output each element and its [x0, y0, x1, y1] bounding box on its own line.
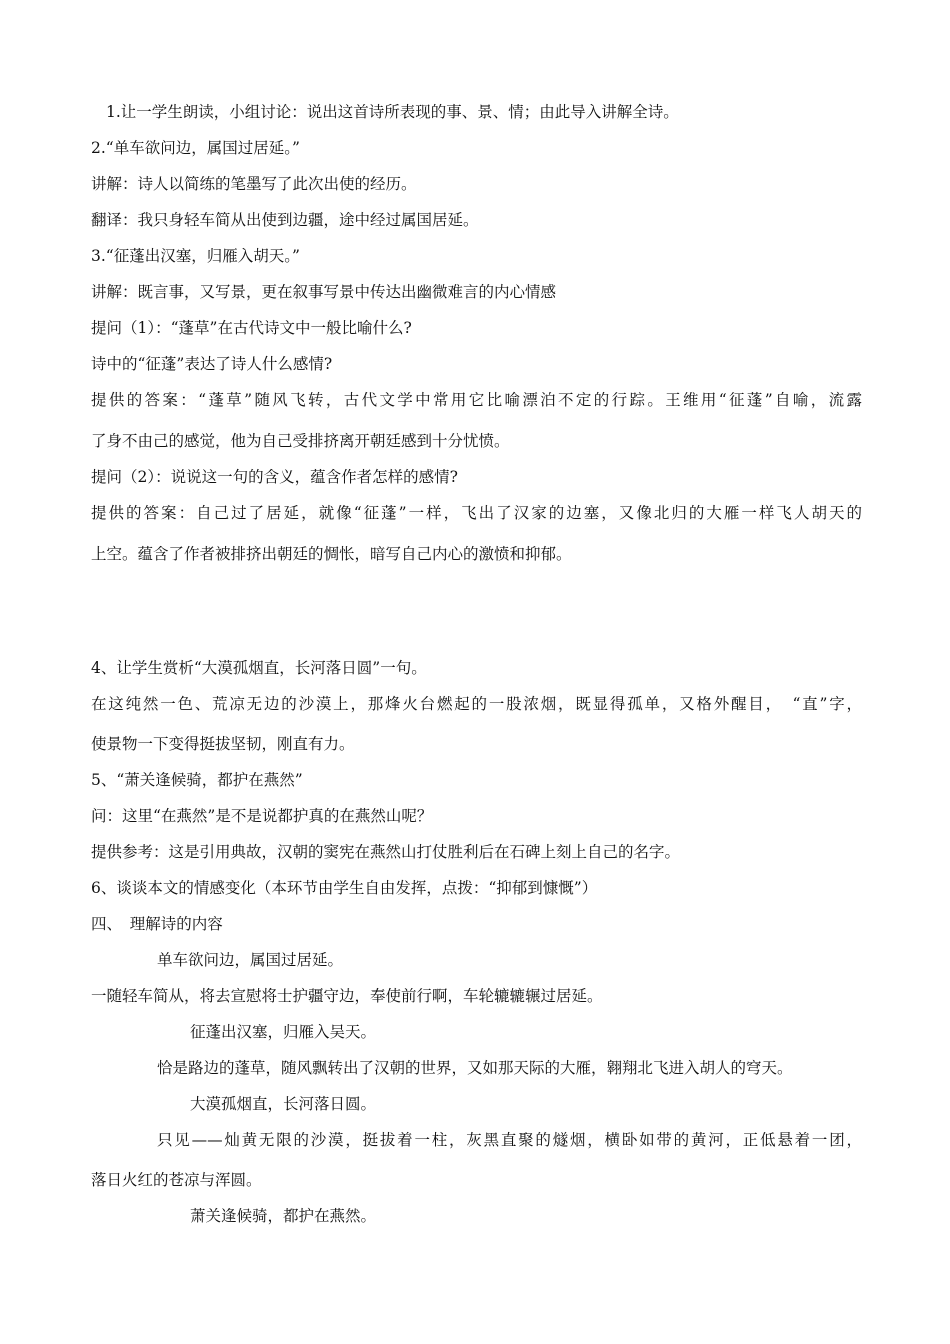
- section-heading-3: 3.“征蓬出汉塞，归雁入胡天。”: [91, 247, 300, 265]
- verse-translation: 恰是路边的蓬草，随风飘转出了汉朝的世界，又如那天际的大雁，翱翔北飞进入胡人的穹天。: [157, 1059, 793, 1077]
- reference-line: 提供参考：这是引用典故，汉朝的窦宪在燕然山打仗胜利后在石碑上刻上自己的名字。: [91, 843, 681, 861]
- question-line: 提问（2）：说说这一句的含义，蕴含作者怎样的感情?: [91, 468, 458, 486]
- section-heading-5: 5、“萧关逢候骑，都护在燕然”: [91, 771, 303, 789]
- verse-translation: 落日火红的苍凉与浑圆。: [91, 1171, 262, 1189]
- translation-line: 翻译：我只身轻车简从出使到边疆，途中经过属国居延。: [91, 211, 479, 229]
- poem-verse: 征蓬出汉塞，归雁入吴天。: [190, 1023, 377, 1041]
- verse-translation: 一随轻车简从，将去宣慰将士护疆守边，奉使前行啊，车轮辘辘辗过居延。: [91, 987, 603, 1005]
- poem-verse: 单车欲问边，属国过居延。: [157, 951, 344, 969]
- poem-verse: 大漠孤烟直，长河落日圆。: [190, 1095, 377, 1113]
- section-heading-four: 四、 理解诗的内容: [91, 915, 223, 933]
- question-line: 提问（1）：“蓬草”在古代诗文中一般比喻什么?: [91, 319, 412, 337]
- paragraph-1: 1.让一学生朗读，小组讨论：说出这首诗所表现的事、景、情；由此导入讲解全诗。: [106, 103, 679, 121]
- answer-line: 提供的答案：自己过了居延，就像“征蓬”一样，飞出了汉家的边塞，又像北归的大雁一样飞人胡天的: [91, 504, 862, 522]
- analysis-line: 在这纯然一色、荒凉无边的沙漠上，那烽火台燃起的一股浓烟，既显得孤单，又格外醒目， “直”字，: [91, 695, 862, 713]
- analysis-line: 使景物一下变得挺拔坚韧，刚直有力。: [91, 735, 355, 753]
- answer-line: 上空。蕴含了作者被排挤出朝廷的惆怅，暗写自己内心的激愤和抑郁。: [91, 545, 572, 563]
- question-line: 诗中的“征蓬”表达了诗人什么感情?: [91, 355, 333, 373]
- section-heading-6: 6、谈谈本文的情感变化（本环节由学生自由发挥，点拨：“抑郁到慷慨”）: [91, 879, 598, 897]
- answer-line: 提供的答案：“蓬草”随风飞转，古代文学中常用它比喻漂泊不定的行踪。王维用“征蓬”自喻，流露: [91, 391, 862, 409]
- question-line: 问：这里“在燕然”是不是说都护真的在燕然山呢？: [91, 807, 433, 825]
- poem-verse: 萧关逢候骑，都护在燕然。: [190, 1207, 377, 1225]
- explanation-line: 讲解：诗人以简练的笔墨写了此次出使的经历。: [91, 175, 417, 193]
- answer-line: 了身不由己的感觉，他为自己受排挤离开朝廷感到十分忧愤。: [91, 432, 510, 450]
- verse-translation: 只见——灿黄无限的沙漠，挺拔着一柱，灰黑直聚的燧烟，横卧如带的黄河，正低悬着一团，: [157, 1131, 862, 1149]
- section-heading-4: 4、让学生赏析“大漠孤烟直，长河落日圆”一句。: [91, 659, 427, 677]
- section-heading-2: 2.“单车欲问边，属国过居延。”: [91, 139, 300, 157]
- explanation-line: 讲解：既言事，又写景，更在叙事写景中传达出幽微难言的内心情感: [91, 283, 557, 301]
